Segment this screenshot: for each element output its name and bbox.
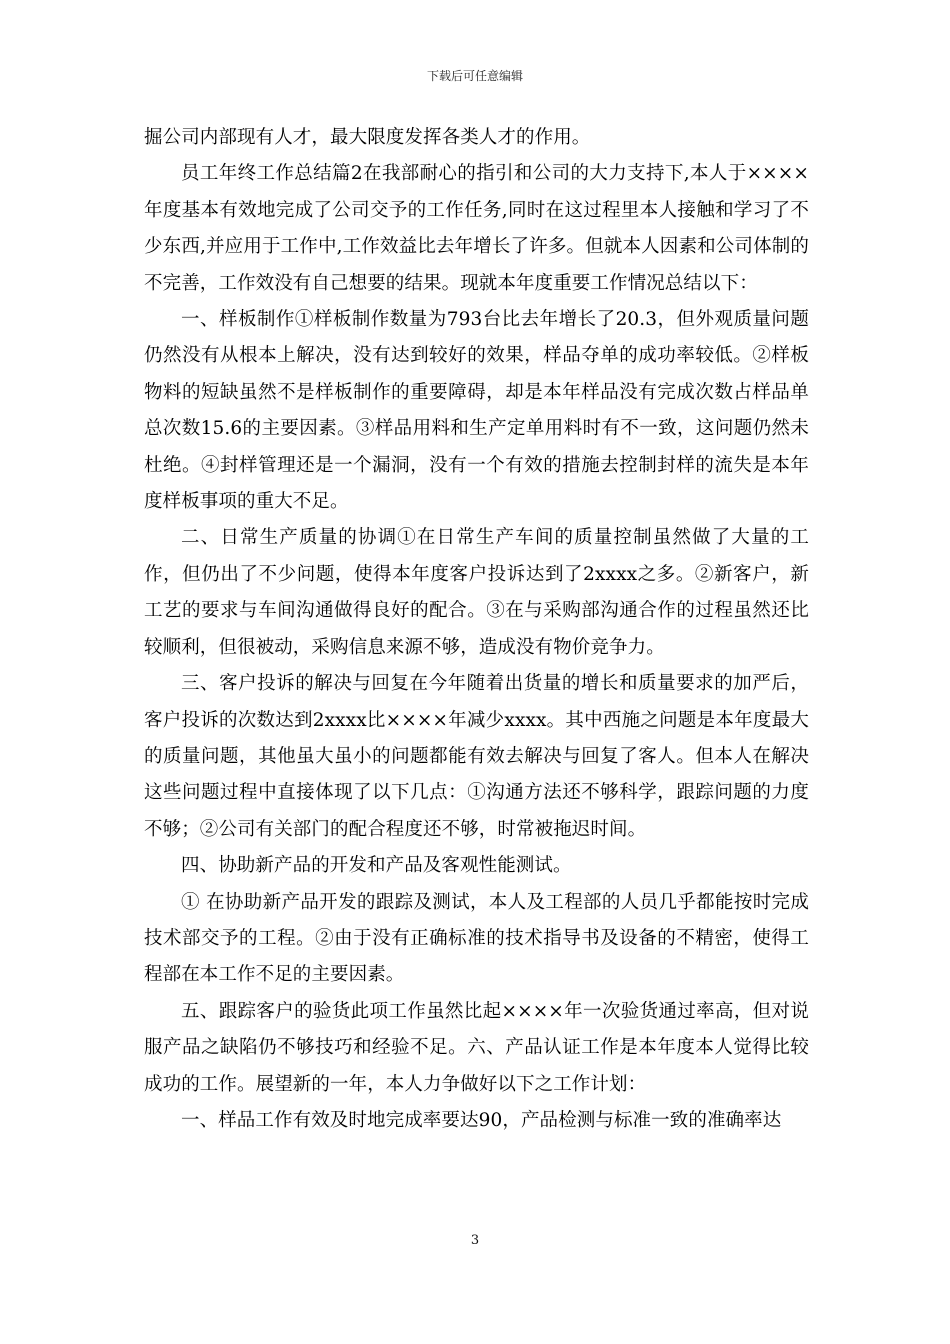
paragraph-plan: 一、样品工作有效及时地完成率要达90，产品检测与标准一致的准确率达	[181, 1109, 782, 1131]
body-text	[144, 120, 809, 1139]
paragraph-quality-coordination: 二、日常生产质量的协调①在日常生产车间的质量控制虽然做了大量的工作，但仍出了不少问题，使得本年度客户投诉达到了2xxxx之多。②新客户，新工艺的要求与车间沟通做得良好的配合。③在与采购部沟通合作的过程虽然还比较顺利，但很被动，采购信息来源不够，造成没有物价竞争力。	[144, 527, 809, 658]
paragraph-new-product-heading: 四、协助新产品的开发和产品及客观性能测试。	[181, 855, 572, 877]
paragraph-intro: 员工年终工作总结篇2在我部耐心的指引和公司的大力支持下,本人于××××年度基本有效地完成了公司交予的工作任务,同时在这过程里本人接触和学习了不少东西,并应用于工作中,工作效益比去年增长了许多。但就本人因素和公司体制的不完善，工作效没有自己想要的结果。现就本年度重要工作情况总结以下：	[144, 163, 809, 294]
paragraph-new-product-details: ① 在协助新产品开发的跟踪及测试，本人及工程部的人员几乎都能按时完成技术部交予的工程。②由于没有正确标准的技术指导书及设备的不精密，使得工程部在本工作不足的主要因素。	[144, 891, 809, 986]
paragraph-sample-production: 一、样板制作①样板制作数量为793台比去年增长了20.3，但外观质量问题仍然没有从根本上解决，没有达到较好的效果，样品夺单的成功率较低。②样板物料的短缺虽然不是样板制作的重要障碍，却是本年样品没有完成次数占样品单总次数15.6的主要因素。③样品用料和生产定单用料时有不一致，这问题仍然未杜绝。④封样管理还是一个漏洞，没有一个有效的措施去控制封样的流失是本年度样板事项的重大不足。	[144, 309, 809, 513]
paragraph-customer-complaints: 三、客户投诉的解决与回复在今年随着出货量的增长和质量要求的加严后，客户投诉的次数达到2xxxx比××××年减少xxxx。其中西施之问题是本年度最大的质量问题，其他虽大虽小的问题都能有效去解决与回复了客人。但本人在解决这些问题过程中直接体现了以下几点：①沟通方法还不够科学，跟踪问题的力度不够；②公司有关部门的配合程度还不够，时常被拖迟时间。	[144, 673, 809, 840]
paragraph-inspection: 五、跟踪客户的验货此项工作虽然比起××××年一次验货通过率高，但对说服产品之缺陷仍不够技巧和经验不足。六、产品认证工作是本年度本人觉得比较成功的工作。展望新的一年，本人力争做好以下之工作计划：	[144, 1000, 809, 1095]
page-number: 3	[470, 1233, 480, 1248]
paragraph-continuation: 掘公司内部现有人才，最大限度发挥各类人才的作用。	[144, 127, 591, 148]
page-header: 下载后可任意编辑	[426, 69, 523, 83]
